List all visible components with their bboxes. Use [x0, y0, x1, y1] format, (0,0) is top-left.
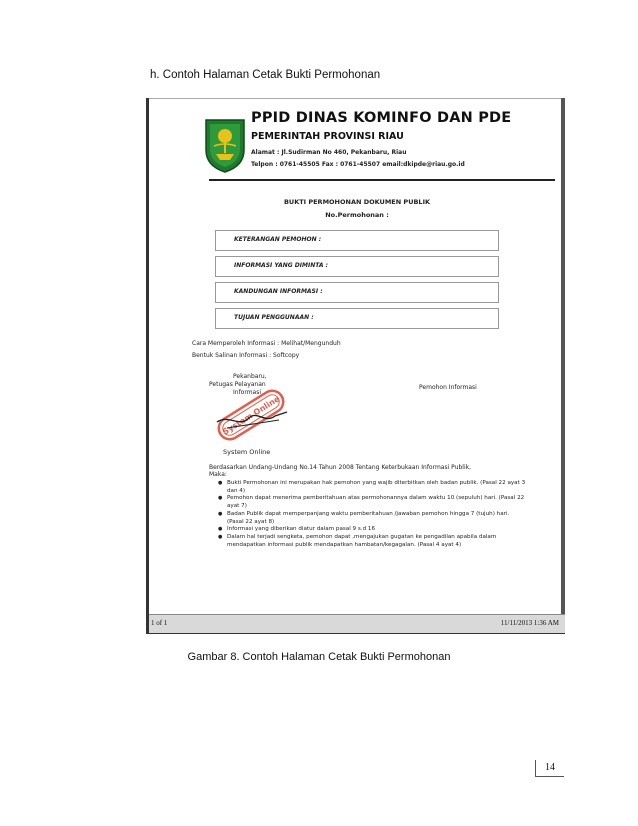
document-title: BUKTI PERMOHONAN DOKUMEN PUBLIK: [283, 198, 431, 206]
applicant-signature-label: Pemohon Informasi: [419, 384, 477, 391]
list-item: ● Dalam hal terjadi sengketa, pemohon dapat ,mengajukan gugatan ke pengadilan apabila dalam mendapatkan informasi publik mendapatkan hambatan/kegagalan. (Pasal 4 ayat 4): [227, 534, 527, 549]
official-stamp-icon: [209, 384, 293, 446]
requested-info-box: [215, 256, 499, 277]
section-heading: h. Contoh Halaman Cetak Bukti Permohonan: [150, 69, 381, 81]
field-label: TUJUAN PENGGUNAAN :: [234, 314, 314, 321]
document-number-label: No.Permohonan :: [325, 211, 389, 219]
page-number: 14: [535, 760, 564, 777]
receipt-screenshot: [146, 98, 565, 634]
legal-intro: Berdasarkan Undang-Undang No.14 Tahun 2008 Tentang Keterbukaan Informasi Publik,: [209, 464, 472, 471]
org-subtitle: PEMERINTAH PROVINSI RIAU: [251, 131, 404, 142]
officer-title-line1: Petugas Pelayanan: [209, 381, 266, 388]
stamp-text: System Online: [221, 394, 282, 437]
org-contact: Telpon : 0761-45505 Fax : 0761-45507 email:dkipde@riau.go.id: [251, 161, 465, 168]
list-item: ● Informasi yang diberikan diatur dalam pasal 9 s.d 16: [227, 526, 527, 534]
list-item: ● Pemohon dapat menerima pemberitahuan atas permohonannya dalam waktu 10 (sepuluh) hari. (Pasal 22 ayat 7): [227, 495, 527, 510]
signing-place: Pekanbaru,: [233, 373, 267, 380]
screenshot-top-border: [149, 98, 565, 99]
field-label: INFORMASI YANG DIMINTA :: [234, 262, 328, 269]
legal-notes-list: [215, 480, 527, 549]
officer-title-line2: Informasi: [233, 389, 262, 396]
org-title: PPID DINAS KOMINFO DAN PDE: [251, 110, 512, 126]
org-address: Alamat : Jl.Sudirman No 460, Pekanbaru, Riau: [251, 149, 407, 156]
list-item: ● Bukti Permohonan ini merupakan hak pemohon yang wajib diterbitkan oleh badan publik. (Pasal 22 ayat 3 dan 4): [227, 480, 527, 495]
info-content-box: [215, 282, 499, 303]
applicant-info-box: [215, 230, 499, 251]
copy-form: Bentuk Salinan Informasi : Softcopy: [192, 352, 300, 359]
riau-emblem-icon: [202, 116, 248, 174]
header-rule: [209, 179, 555, 181]
field-label: KANDUNGAN INFORMASI :: [234, 288, 323, 295]
retrieval-method: Cara Memperoleh Informasi : Melihat/Mengunduh: [192, 340, 341, 347]
field-label: KETERANGAN PEMOHON :: [234, 236, 322, 243]
figure-caption: Gambar 8. Contoh Halaman Cetak Bukti Permohonan: [187, 651, 451, 663]
screenshot-right-border: [561, 98, 565, 633]
list-item: ● Badan Publik dapat memperpanjang waktu pemberitahuan /jawaban pemohon hingga 7 (tujuh) hari. (Pasal 22 ayat 8): [227, 511, 527, 526]
print-timestamp: 11/11/2013 1:36 AM: [500, 619, 559, 627]
print-page-count: 1 of 1: [151, 619, 168, 627]
legal-intro-maka: Maka:: [209, 471, 227, 478]
usage-purpose-box: [215, 308, 499, 329]
system-online-label: System Online: [223, 448, 271, 456]
